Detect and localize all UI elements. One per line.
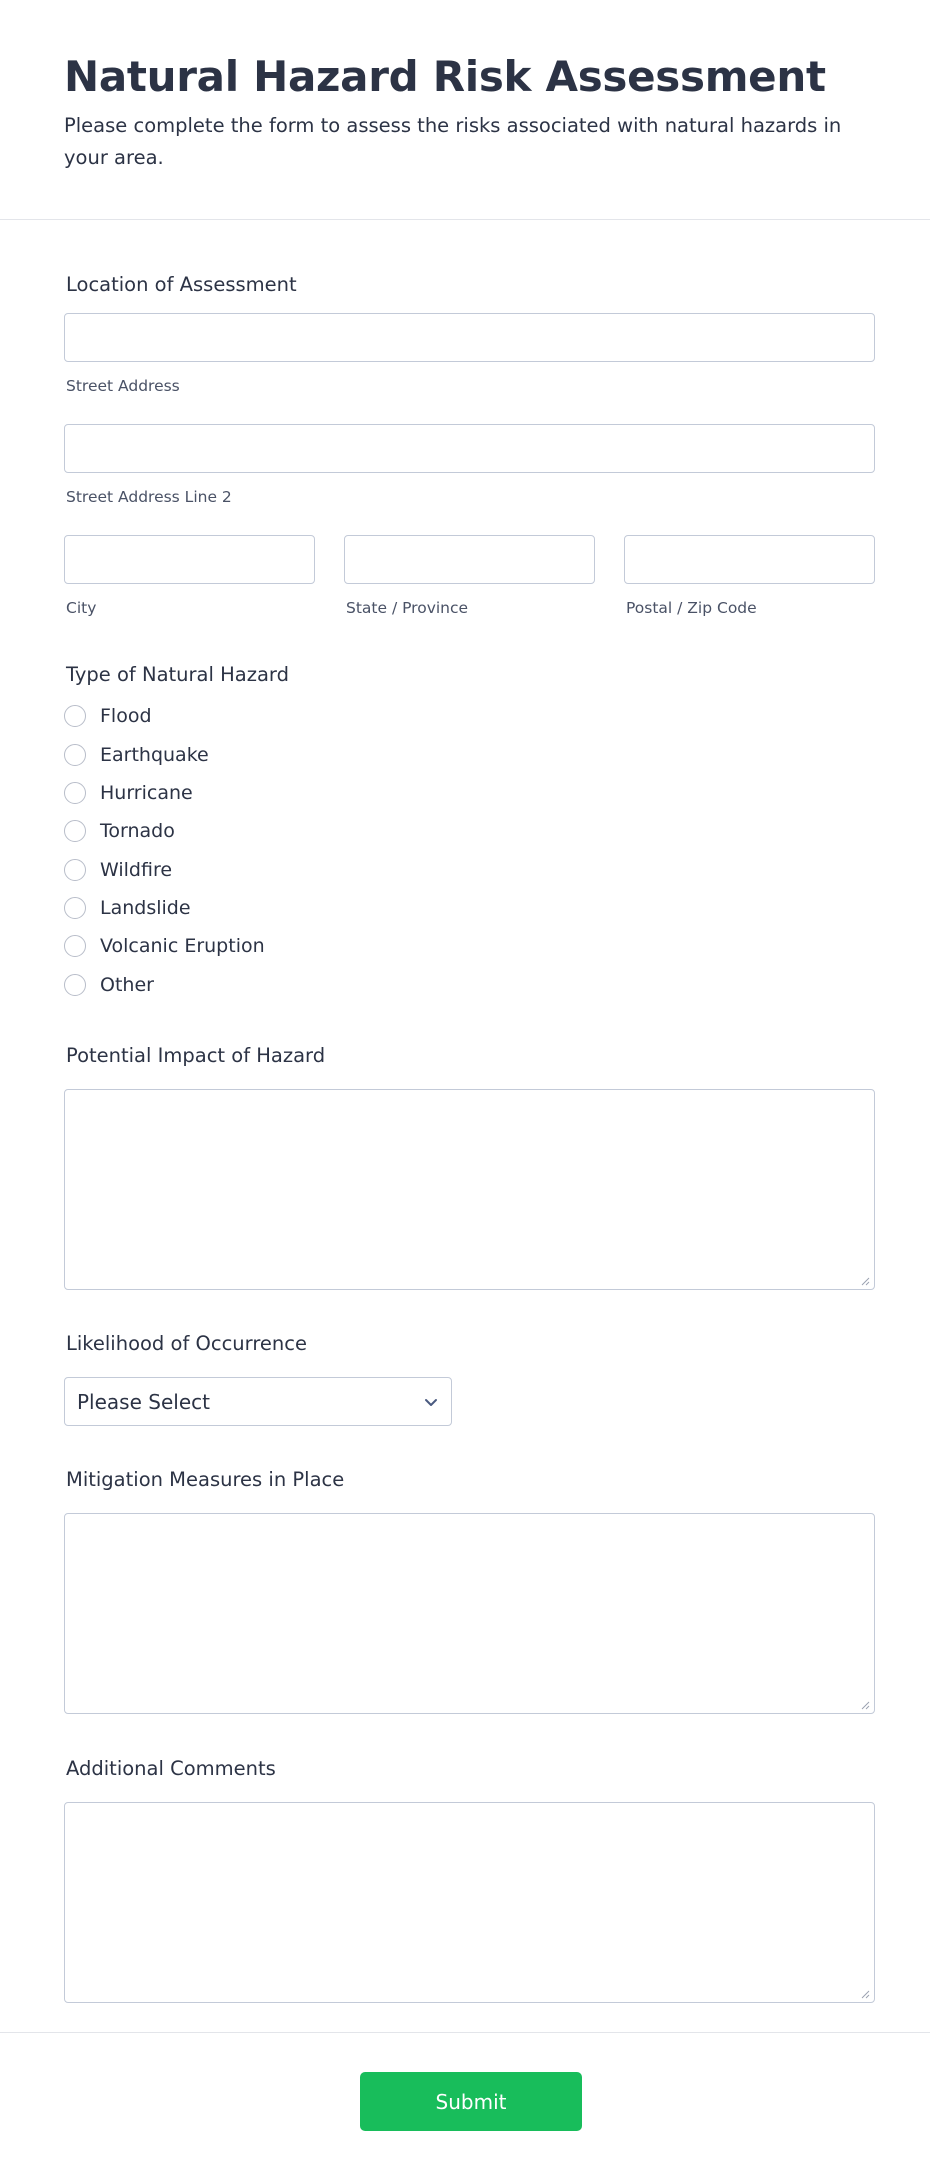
state-province-sublabel: State / Province [346, 599, 469, 617]
resize-handle-icon[interactable] [860, 1276, 870, 1286]
street-address-input[interactable] [64, 313, 875, 362]
likelihood-label: Likelihood of Occurrence [66, 1332, 307, 1355]
radio-option-other[interactable] [64, 971, 154, 999]
radio-option-landslide[interactable] [64, 894, 191, 922]
radio-circle-icon[interactable] [64, 974, 86, 996]
chevron-down-icon [423, 1394, 439, 1410]
form-footer [0, 2033, 930, 2180]
radio-option-volcanic-eruption[interactable] [64, 932, 265, 960]
radio-option-earthquake[interactable] [64, 741, 209, 769]
form-body [0, 220, 930, 2033]
radio-circle-icon[interactable] [64, 782, 86, 804]
postal-code-sublabel: Postal / Zip Code [626, 599, 757, 617]
likelihood-selected-value: Please Select [77, 1389, 210, 1414]
radio-circle-icon[interactable] [64, 935, 86, 957]
page-title: Natural Hazard Risk Assessment [64, 52, 826, 101]
impact-textarea[interactable] [64, 1089, 875, 1290]
city-input[interactable] [64, 535, 315, 584]
postal-code-input[interactable] [624, 535, 875, 584]
radio-circle-icon[interactable] [64, 705, 86, 727]
radio-circle-icon[interactable] [64, 859, 86, 881]
hazard-type-label: Type of Natural Hazard [66, 663, 289, 686]
location-label: Location of Assessment [66, 273, 297, 296]
impact-label: Potential Impact of Hazard [66, 1044, 326, 1067]
radio-label: Landslide [100, 897, 191, 919]
street-address-line2-input[interactable] [64, 424, 875, 473]
radio-option-flood[interactable] [64, 702, 152, 730]
radio-label: Tornado [100, 820, 175, 842]
radio-label: Volcanic Eruption [100, 935, 265, 957]
radio-label: Earthquake [100, 744, 209, 766]
mitigation-textarea[interactable] [64, 1513, 875, 1714]
city-sublabel: City [66, 599, 97, 617]
street-address-line2-sublabel: Street Address Line 2 [66, 488, 232, 506]
form-header [0, 0, 930, 220]
radio-label: Wildfire [100, 859, 173, 881]
state-province-input[interactable] [344, 535, 595, 584]
radio-circle-icon[interactable] [64, 744, 86, 766]
likelihood-select[interactable] [64, 1377, 452, 1426]
submit-button[interactable]: Submit [360, 2072, 582, 2131]
comments-textarea[interactable] [64, 1802, 875, 2003]
resize-handle-icon[interactable] [860, 1989, 870, 1999]
radio-circle-icon[interactable] [64, 820, 86, 842]
radio-circle-icon[interactable] [64, 897, 86, 919]
street-address-sublabel: Street Address [66, 377, 180, 395]
radio-label: Hurricane [100, 782, 193, 804]
page-subtitle: Please complete the form to assess the risks associated with natural hazards in your area. [64, 114, 842, 169]
radio-option-tornado[interactable] [64, 817, 175, 845]
radio-label: Other [100, 974, 154, 996]
resize-handle-icon[interactable] [860, 1700, 870, 1710]
comments-label: Additional Comments [66, 1757, 276, 1780]
radio-option-wildfire[interactable] [64, 856, 172, 884]
mitigation-label: Mitigation Measures in Place [66, 1468, 345, 1491]
radio-option-hurricane[interactable] [64, 779, 193, 807]
radio-label: Flood [100, 705, 152, 727]
